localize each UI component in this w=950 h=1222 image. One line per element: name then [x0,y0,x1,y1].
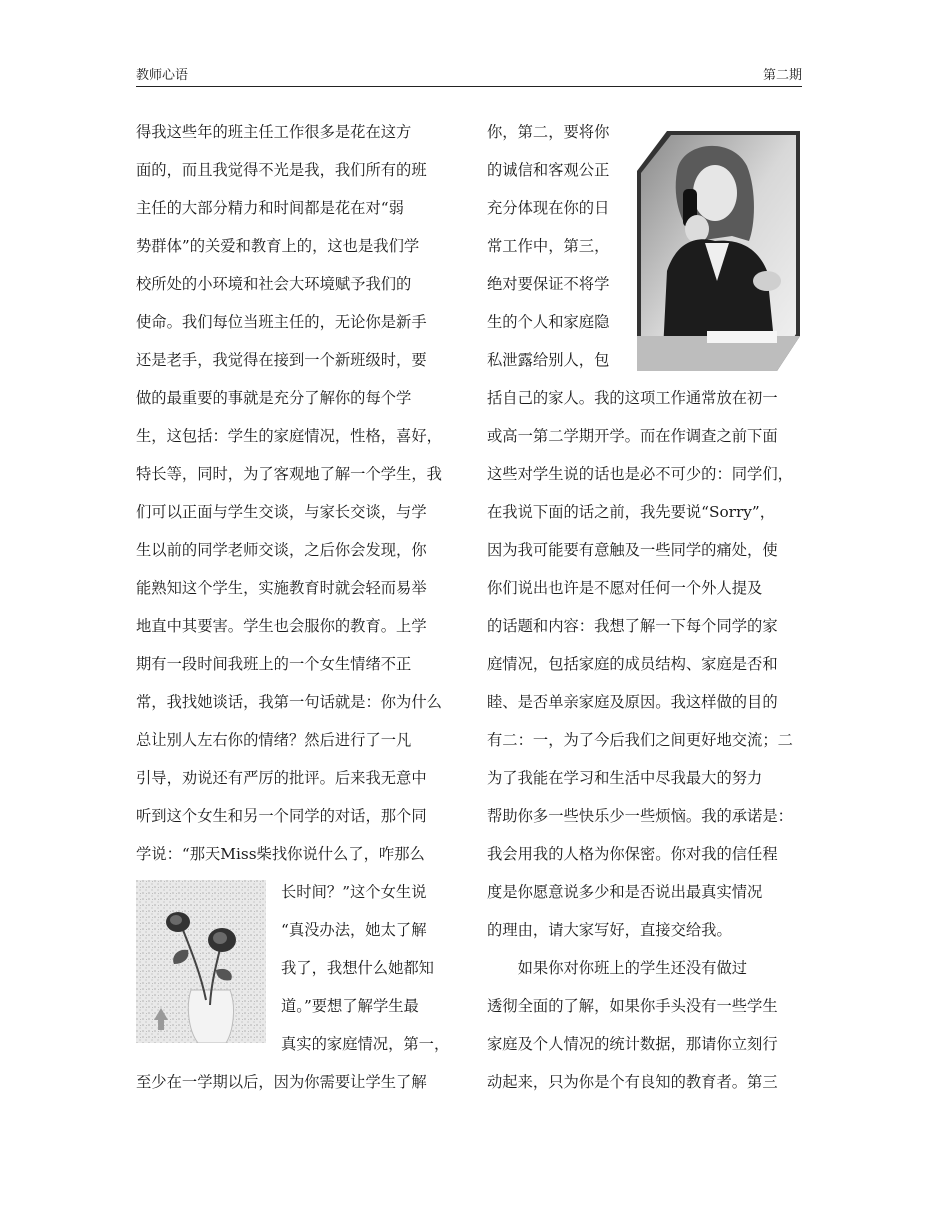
text-line: 或高一第二学期开学。而在作调查之前下面 [487,427,778,445]
text-line: 总让别人左右你的情绪？然后进行了一凡 [136,731,412,749]
text-line: 特长等，同时，为了客观地了解一个学生，我 [136,465,442,483]
text-line: 还是老手，我觉得在接到一个新班级时，要 [136,351,427,369]
text-line: 为了我能在学习和生活中尽我最大的努力 [487,769,763,787]
text-line: 地直中其要害。学生也会服你的教育。上学 [136,617,427,635]
text-line: 有二：一，为了今后我们之间更好地交流；二 [487,731,793,749]
text-line: 至少在一学期以后，因为你需要让学生了解 [136,1073,427,1091]
header-issue: 第二期 [762,68,802,83]
text-line: 校所处的小环境和社会大环境赋予我们的 [136,275,412,293]
text-line: 做的最重要的事就是充分了解你的每个学 [136,389,412,407]
page-header [136,66,802,87]
text-line: 学说：“那天Miss柴找你说什么了，咋那么 [136,845,425,863]
text-line: 充分体现在你的日 [487,199,610,217]
text-line: 括自己的家人。我的这项工作通常放在初一 [487,389,778,407]
text-line: 生以前的同学老师交谈，之后你会发现，你 [136,541,427,559]
text-line: 生的个人和家庭隐 [487,313,610,331]
text-line: 因为我可能要有意触及一些同学的痛处，使 [487,541,778,559]
text-line: 睦、是否单亲家庭及原因。我这样做的目的 [487,693,778,711]
text-line: 的话题和内容：我想了解一下每个同学的家 [487,617,778,635]
text-line: 私泄露给别人，包 [487,351,610,369]
header-title: 教师心语 [136,68,189,83]
text-line: 度是你愿意说多少和是否说出最真实情况 [487,883,763,901]
text-line: 生，这包括：学生的家庭情况，性格，喜好， [136,427,442,445]
woman-phone-photo [637,131,800,371]
text-line: 听到这个女生和另一个同学的对话，那个同 [136,807,427,825]
text-line: 势群体”的关爱和教育上的，这也是我们学 [136,237,420,255]
text-line: 们可以正面与学生交谈，与家长交谈，与学 [136,503,427,521]
text-line: 真实的家庭情况，第一， [281,1035,450,1053]
text-line: 的诚信和客观公正 [487,161,610,179]
text-line: 使命。我们每位当班主任的，无论你是新手 [136,313,427,331]
text-line: 动起来，只为你是个有良知的教育者。第三 [487,1073,778,1091]
text-line: 常工作中，第三， [487,237,610,255]
text-line: 引导，劝说还有严厉的批评。后来我无意中 [136,769,427,787]
rose-illustration [136,880,266,1043]
text-line: 道。”要想了解学生最 [281,997,419,1015]
text-line: 如果你对你班上的学生还没有做过 [487,959,748,977]
text-line: 我了，我想什么她都知 [281,959,434,977]
text-line: 得我这些年的班主任工作很多是花在这方 [136,123,412,141]
text-line: 我会用我的人格为你保密。你对我的信任程 [487,845,778,863]
text-line: 这些对学生说的话也是必不可少的：同学们， [487,465,793,483]
text-line: 在我说下面的话之前，我先要说“Sorry”， [487,503,776,521]
text-line: 期有一段时间我班上的一个女生情绪不正 [136,655,412,673]
text-line: 你们说出也许是不愿对任何一个外人提及 [487,579,763,597]
text-line: 庭情况，包括家庭的成员结构、家庭是否和 [487,655,778,673]
text-line: 透彻全面的了解，如果你手头没有一些学生 [487,997,778,1015]
text-line: 主任的大部分精力和时间都是花在对“弱 [136,199,404,217]
text-line: 你，第二，要将你 [487,123,610,141]
text-line: 常，我找她谈话，我第一句话就是：你为什么 [136,693,442,711]
text-line: 面的，而且我觉得不光是我，我们所有的班 [136,161,427,179]
text-line: 的理由，请大家写好，直接交给我。 [487,921,732,939]
text-line: 帮助你多一些快乐少一些烦恼。我的承诺是： [487,807,793,825]
text-line: 能熟知这个学生，实施教育时就会轻而易举 [136,579,427,597]
text-line: 绝对要保证不将学 [487,275,610,293]
text-line: 长时间？”这个女生说 [281,883,427,901]
text-line: 家庭及个人情况的统计数据，那请你立刻行 [487,1035,778,1053]
text-line: “真没办法，她太了解 [281,921,427,939]
